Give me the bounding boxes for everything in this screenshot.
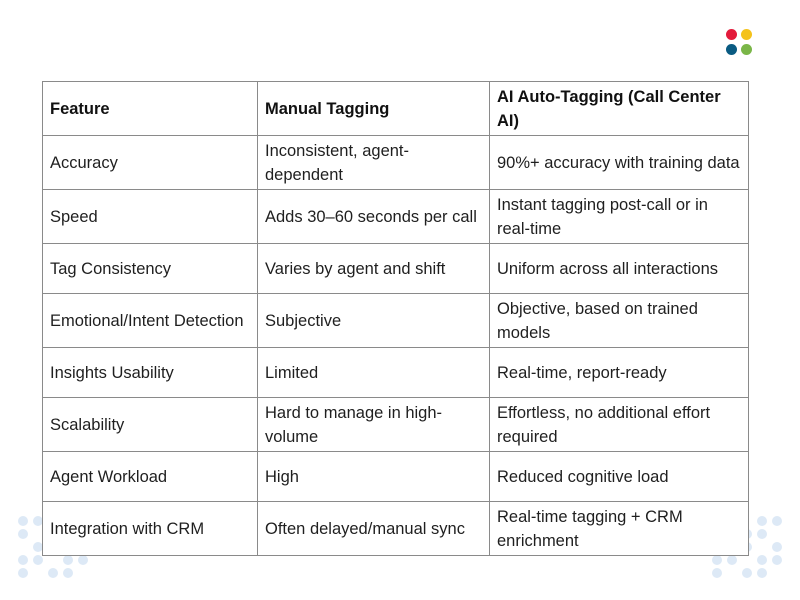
ai-cell: Objective, based on trained models	[490, 294, 749, 348]
manual-cell: Subjective	[258, 294, 490, 348]
ai-cell: Effortless, no additional effort required	[490, 398, 749, 452]
feature-cell: Agent Workload	[43, 452, 258, 502]
table-row	[43, 348, 749, 398]
ai-cell: Real-time tagging + CRM enrichment	[490, 502, 749, 556]
decor-dot	[18, 529, 28, 539]
logo-dot-red	[726, 29, 737, 40]
table-row	[43, 244, 749, 294]
manual-cell: Hard to manage in high-volume	[258, 398, 490, 452]
decor-dot	[712, 555, 722, 565]
decor-dot	[63, 568, 73, 578]
comparison-table	[42, 81, 749, 556]
decor-dot	[48, 568, 58, 578]
manual-cell: Often delayed/manual sync	[258, 502, 490, 556]
decor-dot	[757, 516, 767, 526]
decor-dot	[18, 555, 28, 565]
manual-cell: Inconsistent, agent-dependent	[258, 136, 490, 190]
ai-cell: 90%+ accuracy with training data	[490, 136, 749, 190]
decor-dot	[772, 542, 782, 552]
table-row	[43, 502, 749, 556]
feature-cell: Tag Consistency	[43, 244, 258, 294]
feature-cell: Scalability	[43, 398, 258, 452]
table-row	[43, 136, 749, 190]
decor-dot	[18, 516, 28, 526]
table-row	[43, 190, 749, 244]
decor-dot	[757, 529, 767, 539]
decor-dot	[727, 555, 737, 565]
decor-dot	[18, 568, 28, 578]
manual-cell: High	[258, 452, 490, 502]
table-row	[43, 294, 749, 348]
decor-dot	[757, 555, 767, 565]
header-ai-auto-tagging: AI Auto-Tagging (Call Center AI)	[490, 82, 749, 136]
feature-cell: Insights Usability	[43, 348, 258, 398]
manual-cell: Limited	[258, 348, 490, 398]
ai-cell: Real-time, report-ready	[490, 348, 749, 398]
logo-dot-blue	[726, 44, 737, 55]
manual-cell: Adds 30–60 seconds per call	[258, 190, 490, 244]
decor-dot	[772, 516, 782, 526]
decor-dot	[78, 555, 88, 565]
feature-cell: Speed	[43, 190, 258, 244]
table-row	[43, 452, 749, 502]
feature-cell: Emotional/Intent Detection	[43, 294, 258, 348]
decor-dot	[712, 568, 722, 578]
table-header-row	[43, 82, 749, 136]
brand-logo-icon	[726, 29, 754, 57]
header-manual-tagging: Manual Tagging	[258, 82, 490, 136]
feature-cell: Integration with CRM	[43, 502, 258, 556]
ai-cell: Uniform across all interactions	[490, 244, 749, 294]
decor-dot	[772, 555, 782, 565]
table-row	[43, 398, 749, 452]
decor-dot	[742, 568, 752, 578]
feature-cell: Accuracy	[43, 136, 258, 190]
header-feature: Feature	[43, 82, 258, 136]
ai-cell: Instant tagging post-call or in real-time	[490, 190, 749, 244]
decor-dot	[63, 555, 73, 565]
ai-cell: Reduced cognitive load	[490, 452, 749, 502]
decor-dot	[757, 568, 767, 578]
manual-cell: Varies by agent and shift	[258, 244, 490, 294]
logo-dot-green	[741, 44, 752, 55]
logo-dot-yellow	[741, 29, 752, 40]
decor-dot	[33, 555, 43, 565]
